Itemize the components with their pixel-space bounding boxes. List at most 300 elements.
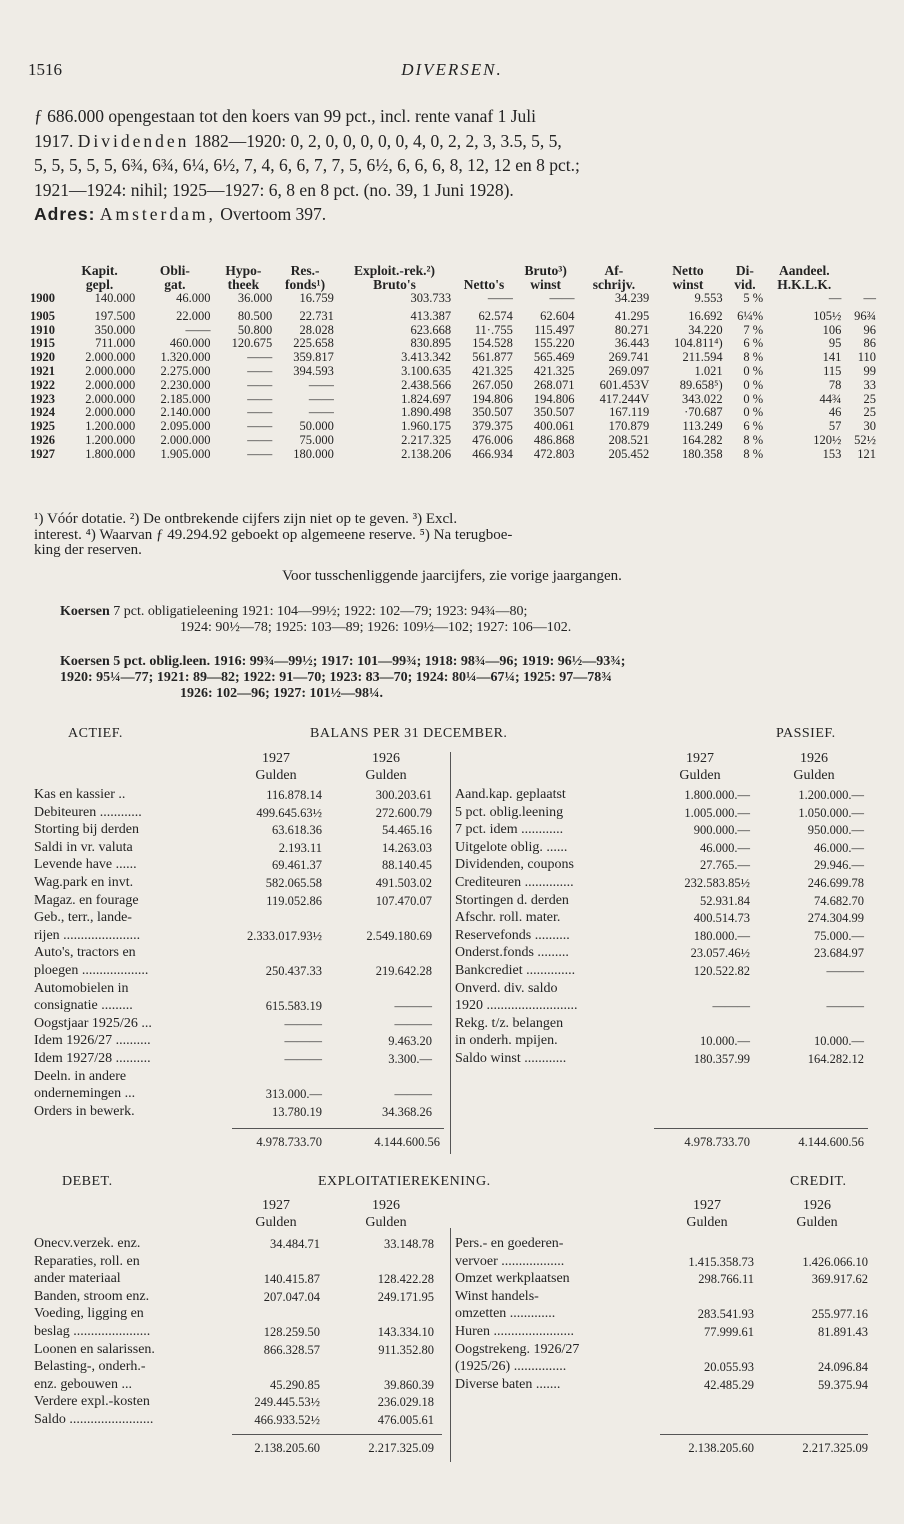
account-label: Winst handels-	[455, 1288, 539, 1304]
table-cell: 486.868	[533, 432, 575, 447]
total-rule	[654, 1128, 868, 1129]
amount-1927: 400.514.73	[693, 911, 750, 926]
table-cell: 1.824.697	[401, 391, 452, 406]
table-cell: 1.320.000	[160, 350, 211, 365]
table-cell: 1900	[30, 291, 55, 305]
table-cell: 0 %	[743, 377, 764, 392]
table-cell: 22.000	[176, 308, 211, 323]
passief-total-1926: 4.144.600.56	[798, 1135, 864, 1149]
amount-1927: 120.522.82	[693, 964, 750, 978]
table-cell: 52½	[854, 432, 876, 447]
amount-1926: 33.148.78	[384, 1237, 434, 1251]
amount-1926: ———	[394, 1087, 432, 1102]
dividenden-values: 1882—1920: 0, 2, 0, 0, 0, 0, 0, 4, 0, 2, 2, 3, 3.5, 5, 5,	[193, 130, 562, 151]
year-col-header: 1926 Gulden	[365, 751, 407, 783]
column-divider	[450, 1228, 451, 1462]
year-col-header: 1927 Gulden	[255, 751, 297, 783]
table-row	[30, 379, 878, 393]
table-cell: 104.811⁴)	[673, 336, 723, 351]
amount-1927: 466.933.52½	[254, 1413, 320, 1427]
table-cell: 180.000	[293, 446, 334, 461]
column-header: Af-	[604, 263, 624, 278]
kapitaal-table	[30, 264, 878, 462]
table-row	[30, 406, 878, 420]
debet-title: DEBET.	[62, 1174, 113, 1189]
koersen-7pct	[60, 604, 860, 636]
year-col-header: 1927 Gulden	[255, 1198, 297, 1230]
table-cell: 30	[863, 419, 876, 434]
adres-city: Amsterdam,	[99, 204, 216, 224]
amount-1927: 52.931.84	[700, 893, 750, 908]
table-cell: 1923	[30, 391, 55, 406]
amount-1926: 74.682.70	[814, 893, 864, 908]
amount-1927: 1.800.000.—	[684, 788, 750, 802]
table-cell: 601.453V	[599, 377, 650, 392]
amount-1926: 369.917.62	[811, 1272, 868, 1287]
account-label: Pers.- en goederen-	[455, 1236, 564, 1251]
table-cell: 1920	[30, 350, 55, 365]
account-label: in onderh. mpijen.	[455, 1033, 558, 1049]
table-cell: ——	[247, 432, 273, 447]
account-label: Geb., terr., lande-	[34, 910, 132, 926]
table-cell: 22.731	[299, 308, 334, 323]
column-header: Di-	[735, 263, 754, 278]
account-label: Idem 1927/28 ..........	[34, 1051, 151, 1066]
table-cell: 80.271	[614, 322, 650, 337]
column-header: vid.	[734, 277, 756, 292]
table-cell: 1922	[30, 377, 55, 392]
page-title: DIVERSEN.	[401, 60, 503, 79]
account-label: Levende have ......	[34, 857, 137, 873]
table-cell: 170.879	[608, 419, 650, 434]
amount-1926: 911.352.80	[378, 1342, 434, 1357]
account-label: Banden, stroom enz.	[34, 1288, 150, 1304]
footnote-line: interest. ⁴) Waarvan ƒ 49.294.92 geboekt op algemeene reserve. ⁵) Na terugboe-	[34, 526, 513, 543]
account-label: Saldo ........................	[34, 1412, 154, 1427]
amount-1927: 27.765.—	[700, 858, 750, 873]
column-header: Obli-	[159, 263, 190, 278]
koersen-5pct	[60, 654, 860, 702]
table-row	[30, 365, 878, 379]
footnotes	[34, 512, 879, 559]
table-cell: 2.138.206	[401, 446, 452, 461]
table-cell: 105½	[813, 308, 842, 323]
column-divider	[450, 752, 451, 1154]
amount-1926: ———	[394, 999, 432, 1014]
intro-paragraph	[34, 104, 879, 227]
column-header: Kapit.	[81, 263, 118, 278]
table-cell: 2.217.325	[401, 432, 452, 447]
amount-1927: ———	[284, 1016, 322, 1031]
table-cell: 205.452	[608, 446, 650, 461]
amount-1927: 180.357.99	[693, 1052, 750, 1066]
amount-1926: 75.000.—	[814, 928, 864, 943]
table-cell: 211.594	[682, 350, 723, 365]
table-cell: —	[863, 291, 876, 305]
total-rule	[660, 1434, 868, 1435]
amount-1927: 140.415.87	[263, 1272, 320, 1287]
amount-1927: ———	[712, 999, 750, 1014]
amount-1927: 900.000.—	[693, 823, 750, 838]
table-cell: 2.275.000	[160, 363, 211, 378]
table-cell: 8 %	[743, 432, 764, 447]
column-header: Bruto's	[373, 277, 416, 292]
table-cell: 121	[857, 446, 876, 461]
table-cell: 268.071	[533, 377, 575, 392]
year-col-header: 1926 Gulden	[793, 751, 835, 783]
amount-1926: ———	[826, 964, 864, 978]
table-cell: 2.000.000	[160, 432, 211, 447]
table-cell: 44¾	[819, 391, 842, 406]
table-cell: 106	[822, 322, 842, 337]
table-cell: ——	[549, 291, 575, 305]
account-label: Magaz. en fourage	[34, 892, 139, 908]
table-cell: 208.521	[608, 432, 650, 447]
account-label: Automobielen in	[34, 980, 129, 996]
table-cell: 25	[863, 405, 876, 420]
table-cell: 197.500	[94, 308, 136, 323]
table-cell: 1910	[30, 322, 55, 337]
table-cell: 476.006	[472, 432, 513, 447]
table-cell: 46	[828, 405, 842, 420]
column-header: Aandeel.	[778, 263, 830, 278]
account-label: Saldo winst ............	[455, 1051, 567, 1066]
table-cell: 561.877	[472, 350, 513, 365]
table-cell: 343.022	[682, 391, 723, 406]
table-cell: 1.890.498	[401, 405, 452, 420]
table-cell: 28.028	[299, 322, 334, 337]
amount-1927: 232.583.85½	[684, 876, 750, 890]
account-label: Orders in bewerk.	[34, 1103, 135, 1119]
amount-1926: 128.422.28	[377, 1272, 434, 1287]
table-cell: 466.934	[472, 446, 513, 461]
table-cell: ——	[185, 322, 211, 337]
table-cell: 167.119	[609, 405, 650, 420]
amount-1927: 10.000.—	[700, 1034, 750, 1049]
table-cell: 62.604	[540, 308, 575, 323]
passief-total-1927: 4.978.733.70	[684, 1135, 750, 1149]
table-cell: 711.000	[95, 336, 136, 351]
table-cell: 421.325	[533, 363, 575, 378]
table-cell: 46.000	[176, 291, 211, 305]
amount-1926: 9.463.20	[388, 1034, 432, 1049]
amount-1926: 46.000.—	[814, 840, 864, 855]
actief-title: ACTIEF.	[68, 726, 123, 741]
table-cell: 350.507	[533, 405, 575, 420]
table-cell: 78	[828, 377, 842, 392]
account-label: Storting bij derden	[34, 822, 139, 838]
table-header-row	[30, 278, 878, 292]
account-label: Omzet werkplaatsen	[455, 1271, 570, 1287]
amount-1926: ———	[826, 999, 864, 1014]
account-label: (1925/26) ...............	[455, 1359, 567, 1375]
table-cell: 2.438.566	[401, 377, 452, 392]
table-cell: 194.806	[472, 391, 513, 406]
table-cell: 164.282	[682, 432, 723, 447]
table-cell: 110	[857, 350, 876, 365]
amount-1927: 13.780.19	[272, 1104, 322, 1119]
footnote-line: ¹) Vóór dotatie. ²) De ontbrekende cijfers zijn niet op te geven. ³) Excl.	[34, 511, 458, 527]
account-label: Rekg. t/z. belangen	[455, 1015, 564, 1031]
amount-1927: 23.057.46½	[690, 946, 750, 961]
table-cell: 62.574	[478, 308, 513, 323]
actief-total-1926: 4.144.600.56	[374, 1135, 440, 1149]
account-label: Reservefonds ..........	[455, 927, 570, 943]
column-header: Netto	[672, 263, 704, 278]
account-label: Idem 1926/27 ..........	[34, 1033, 151, 1049]
account-label: Auto's, tractors en	[34, 945, 136, 961]
account-label: Huren .......................	[455, 1324, 574, 1339]
account-label: Loonen en salarissen.	[34, 1341, 155, 1357]
balans-title: BALANS PER 31 DECEMBER.	[310, 726, 508, 741]
credit-title: CREDIT.	[790, 1174, 847, 1189]
footnote-line: king der reserven.	[34, 542, 142, 559]
amount-1927: 2.333.017.93½	[247, 928, 322, 943]
table-cell: 5 %	[743, 291, 764, 305]
amount-1927: 119.052.86	[266, 893, 322, 908]
account-label: Onecv.verzek. enz.	[34, 1236, 141, 1251]
year-col-header: 1926 Gulden	[796, 1198, 838, 1230]
account-label: 1920 ..........................	[455, 998, 578, 1014]
table-cell: 3.413.342	[401, 350, 452, 365]
amount-1927: 20.055.93	[704, 1360, 754, 1375]
table-cell: 565.469	[533, 350, 575, 365]
table-cell: 6 %	[743, 336, 764, 351]
intro-line: 5, 5, 5, 5, 5, 6¾, 6¾, 6¼, 6½, 7, 4, 6, 6, 7, 7, 5, 6½, 6, 6, 6, 8, 12, 12 en 8 pct.;	[34, 155, 580, 175]
amount-1927: 298.766.11	[698, 1272, 754, 1287]
amount-1927: 582.065.58	[265, 876, 322, 890]
koersen-line: 7 pct. obligatieleening 1921: 104—99½; 1922: 102—79; 1923: 94¾—80;	[113, 604, 528, 619]
year-col-header: 1927 Gulden	[686, 1198, 728, 1230]
table-cell: 0 %	[743, 363, 764, 378]
amount-1926: 1.200.000.—	[798, 788, 864, 802]
table-cell: 89.658⁵)	[679, 377, 723, 392]
amount-1927: 250.437.33	[265, 964, 322, 978]
amount-1926: 143.334.10	[377, 1325, 434, 1339]
table-cell: 75.000	[299, 432, 334, 447]
table-cell: 34.239	[614, 291, 650, 305]
amount-1927: 283.541.93	[697, 1307, 754, 1322]
amount-1927: 615.583.19	[265, 999, 322, 1014]
account-label: Uitgelote oblig. ......	[455, 839, 568, 855]
amount-1926: 249.171.95	[377, 1289, 434, 1304]
table-cell: 350.000	[94, 322, 136, 337]
table-cell: 267.050	[472, 377, 513, 392]
debet-total-1926: 2.217.325.09	[368, 1441, 434, 1455]
table-cell: 1915	[30, 336, 55, 351]
table-cell: ——	[247, 446, 273, 461]
column-header	[30, 278, 62, 292]
table-row	[30, 306, 878, 324]
amount-1926: 219.642.28	[375, 964, 432, 978]
amount-1926: 3.300.—	[388, 1052, 432, 1066]
amount-1927: 34.484.71	[270, 1237, 320, 1251]
table-cell: 359.817	[293, 350, 334, 365]
table-cell: 2.095.000	[160, 419, 211, 434]
amount-1927: 499.645.63½	[256, 805, 322, 820]
amount-1926: 81.891.43	[818, 1325, 868, 1339]
amount-1927: 128.259.50	[263, 1325, 320, 1339]
table-cell: 421.325	[472, 363, 513, 378]
amount-1926: 39.860.39	[384, 1377, 434, 1392]
column-header: theek	[227, 277, 260, 292]
column-header	[843, 264, 878, 278]
amount-1926: 1.426.066.10	[802, 1254, 868, 1269]
amount-1926: 2.549.180.69	[366, 928, 432, 943]
table-cell: 1921	[30, 363, 55, 378]
table-row	[30, 393, 878, 407]
amount-1927: 77.999.61	[704, 1325, 754, 1339]
account-label: Stortingen d. derden	[455, 892, 569, 908]
amount-1927: ———	[284, 1052, 322, 1066]
column-header: Res.-	[290, 263, 320, 278]
table-cell: 9.553	[694, 291, 723, 305]
credit-total-1926: 2.217.325.09	[802, 1441, 868, 1455]
account-label: Belasting-, onderh.-	[34, 1359, 146, 1375]
account-label: Oogstrekeng. 1926/27	[455, 1341, 580, 1357]
table-cell: 400.061	[533, 419, 575, 434]
table-cell: 1925	[30, 419, 55, 434]
year-col-header: 1927 Gulden	[679, 751, 721, 783]
amount-1926: 1.050.000.—	[798, 805, 864, 820]
amount-1927: 180.000.—	[693, 928, 750, 943]
amount-1926: 164.282.12	[807, 1052, 864, 1066]
table-cell: 96	[863, 322, 876, 337]
table-cell: 379.375	[472, 419, 513, 434]
table-cell: ——	[247, 350, 273, 365]
table-cell: ——	[247, 419, 273, 434]
amount-1927: 45.290.85	[270, 1377, 320, 1392]
amount-1927: 1.005.000.—	[684, 805, 750, 820]
table-cell: 25	[863, 391, 876, 406]
table-row	[30, 434, 878, 448]
account-label: Saldi in vr. valuta	[34, 839, 133, 855]
table-cell: 33	[863, 377, 876, 392]
amount-1926: 29.946.—	[814, 858, 864, 873]
table-cell: 36.000	[237, 291, 273, 305]
table-cell: ——	[487, 291, 513, 305]
column-header: Netto's	[463, 277, 505, 292]
table-cell: 50.000	[299, 419, 334, 434]
amount-1926: 10.000.—	[814, 1034, 864, 1049]
table-cell: 1.200.000	[85, 432, 136, 447]
debet-total-1927: 2.138.205.60	[254, 1441, 320, 1455]
table-cell: 1.905.000	[160, 446, 211, 461]
account-label: Bankcrediet ..............	[455, 963, 576, 978]
account-label: 5 pct. oblig.leening	[455, 804, 564, 820]
account-label: Wag.park en invt.	[34, 875, 134, 890]
account-label: omzetten .............	[455, 1306, 556, 1322]
amount-1927: 2.193.11	[278, 840, 322, 855]
table-cell: 115	[823, 363, 842, 378]
account-label: Oogstjaar 1925/26 ...	[34, 1015, 152, 1031]
table-cell: ——	[247, 377, 273, 392]
amount-1926: 23.684.97	[814, 946, 864, 961]
dividenden-label: Dividenden	[77, 130, 190, 151]
account-label: ondernemingen ...	[34, 1086, 136, 1102]
account-label: Verdere expl.-kosten	[34, 1394, 150, 1410]
table-cell: ——	[308, 405, 334, 420]
amount-1926: 272.600.79	[375, 805, 432, 820]
table-cell: 140.000	[94, 291, 136, 305]
table-cell: ——	[247, 363, 273, 378]
table-cell: 2.000.000	[85, 405, 136, 420]
table-cell: 1927	[30, 446, 55, 461]
column-header	[30, 264, 62, 278]
amount-1927: 866.328.57	[263, 1342, 320, 1357]
column-header: fonds¹)	[285, 277, 326, 292]
table-row	[30, 420, 878, 434]
table-cell: 8 %	[743, 350, 764, 365]
table-cell: 194.806	[533, 391, 575, 406]
table-cell: 180.358	[682, 446, 723, 461]
column-header: gepl.	[85, 277, 114, 292]
amount-1927: ———	[284, 1034, 322, 1049]
koersen-line: 1920: 95¼—77; 1921: 89—82; 1922: 91—70; 1923: 83—70; 1924: 80¼—67¼; 1925: 97—78¾	[60, 670, 612, 685]
table-cell: 154.528	[472, 336, 513, 351]
table-cell: 155.220	[533, 336, 575, 351]
table-cell: 95	[828, 336, 842, 351]
table-cell: 1926	[30, 432, 55, 447]
exploitatie-title: EXPLOITATIEREKENING.	[318, 1174, 491, 1189]
amount-1927: 249.445.53½	[254, 1395, 320, 1410]
table-cell: 6 %	[743, 419, 764, 434]
amount-1926: 24.096.84	[818, 1360, 868, 1375]
account-label: Aand.kap. geplaatst	[455, 787, 566, 802]
table-header-row	[30, 264, 878, 278]
table-cell: 1924	[30, 405, 55, 420]
table-cell: 16.692	[688, 308, 723, 323]
table-cell: 3.100.635	[401, 363, 452, 378]
account-label: rijen ......................	[34, 927, 141, 943]
amount-1926: 34.368.26	[382, 1104, 432, 1119]
amount-1926: 300.203.61	[375, 788, 432, 802]
column-header: Exploit.-rek.²)	[353, 263, 436, 278]
account-label: Voeding, ligging en	[34, 1306, 144, 1322]
amount-1926: 246.699.78	[807, 876, 864, 890]
account-label: ploegen ...................	[34, 963, 149, 978]
koersen-label: Koersen	[60, 604, 110, 619]
table-cell: 417.244V	[599, 391, 650, 406]
account-label: 7 pct. idem ............	[455, 822, 564, 838]
account-label: Afschr. roll. mater.	[455, 910, 561, 926]
table-cell: 34.220	[688, 322, 723, 337]
table-cell: 115.497	[534, 322, 575, 337]
amount-1926: 950.000.—	[807, 823, 864, 838]
account-label: Deeln. in andere	[34, 1068, 127, 1084]
table-cell: 1.200.000	[85, 419, 136, 434]
intro-line	[34, 129, 879, 154]
total-rule	[232, 1434, 442, 1435]
table-cell: 7 %	[743, 322, 764, 337]
column-header	[453, 264, 515, 278]
amount-1927: 1.415.358.73	[688, 1254, 754, 1269]
table-cell: 99	[863, 363, 876, 378]
table-cell: 0 %	[743, 405, 764, 420]
account-label: Dividenden, coupons	[455, 857, 574, 873]
table-cell: 1905	[30, 308, 55, 323]
amount-1926: 107.470.07	[375, 893, 432, 908]
table-cell: 830.895	[410, 336, 452, 351]
table-cell: ——	[247, 391, 273, 406]
table-cell: 303.733	[410, 291, 452, 305]
amount-1926: 255.977.16	[811, 1307, 868, 1322]
column-header: Bruto³)	[524, 263, 567, 278]
amount-1926: 274.304.99	[807, 911, 864, 926]
table-cell: 120½	[813, 432, 842, 447]
table-row	[30, 292, 878, 306]
table-cell: —	[828, 291, 842, 305]
